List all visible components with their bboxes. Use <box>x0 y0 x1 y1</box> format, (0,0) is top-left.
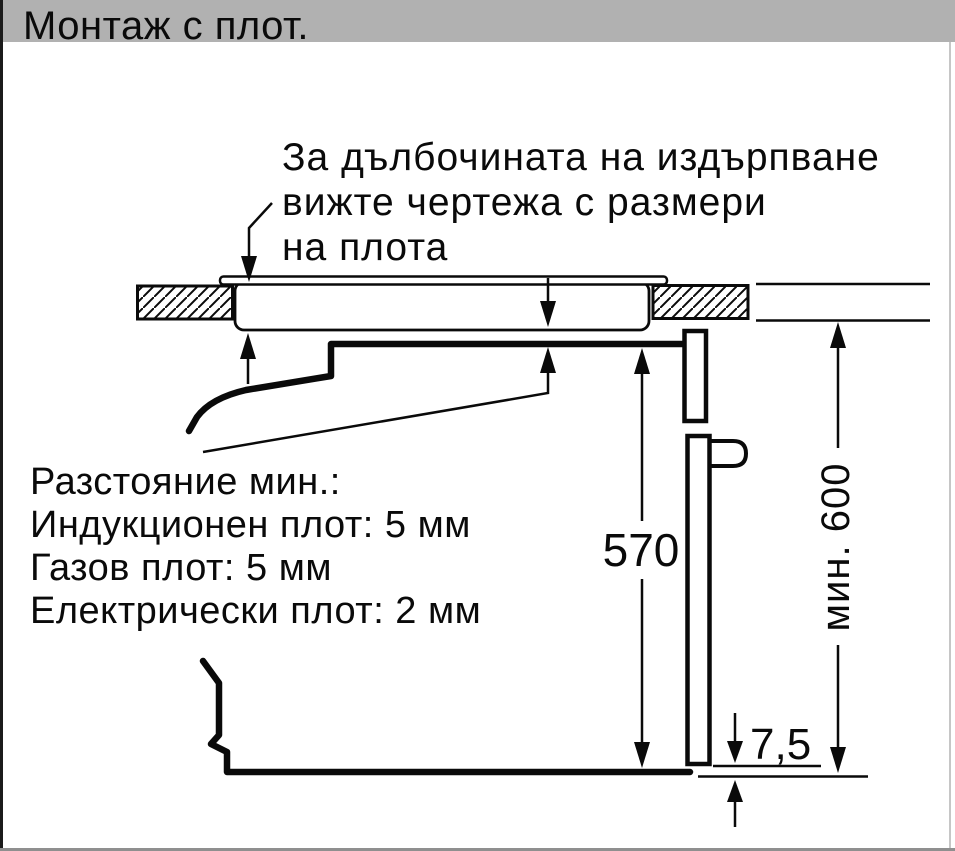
page-title: Монтаж с плот. <box>23 4 310 48</box>
countertop-right-section <box>653 286 748 319</box>
clearance-line-2: Индукционен плот: 5 мм <box>30 504 471 546</box>
clearance-arrow-up <box>540 347 556 373</box>
page-right-border <box>949 42 951 851</box>
note-line-1: За дълбочината на издърпване <box>282 136 880 179</box>
dimension-600-arrow-up <box>830 322 846 348</box>
oven-front-panel <box>685 331 707 421</box>
clearance-line-3: Газов плот: 5 мм <box>30 547 332 589</box>
dimension-570-label: 570 <box>602 524 680 576</box>
clearance-text-block <box>30 461 481 633</box>
hob-underside-arrow <box>240 333 256 384</box>
hob-top-plate <box>220 277 667 285</box>
note-text-block <box>282 135 880 270</box>
clearance-line-4: Електрически плот: 2 мм <box>30 590 482 632</box>
countertop-left-section <box>138 286 233 319</box>
dimension-600-arrow-down <box>830 747 846 773</box>
clearance-leader <box>203 347 556 452</box>
note-leader-line <box>249 203 272 260</box>
oven-bottom-break-line <box>203 661 690 772</box>
note-line-2: вижте чертежа с размери <box>282 181 767 224</box>
dimension-570-arrow-up <box>634 348 650 374</box>
dimension-75-arrow-down-head <box>727 741 743 763</box>
oven-door-handle <box>709 441 746 466</box>
dimension-570-arrow-down <box>634 742 650 768</box>
dimension-7-5 <box>698 713 868 827</box>
hob-underside-arrow-head <box>240 333 256 359</box>
clearance-line-1: Разстояние мин.: <box>30 461 341 503</box>
page-left-border <box>0 0 3 851</box>
hob-body <box>235 282 649 330</box>
note-line-3: на плота <box>282 226 449 269</box>
dimension-570 <box>603 348 680 768</box>
note-leader <box>241 203 272 282</box>
dimension-75-label: 7,5 <box>750 720 812 769</box>
oven-door <box>688 436 710 764</box>
oven-top-break-line <box>189 344 686 431</box>
clearance-leader-line <box>203 366 548 452</box>
dimension-600-label: мин. 600 <box>814 462 858 632</box>
dimension-min-600 <box>814 322 858 773</box>
